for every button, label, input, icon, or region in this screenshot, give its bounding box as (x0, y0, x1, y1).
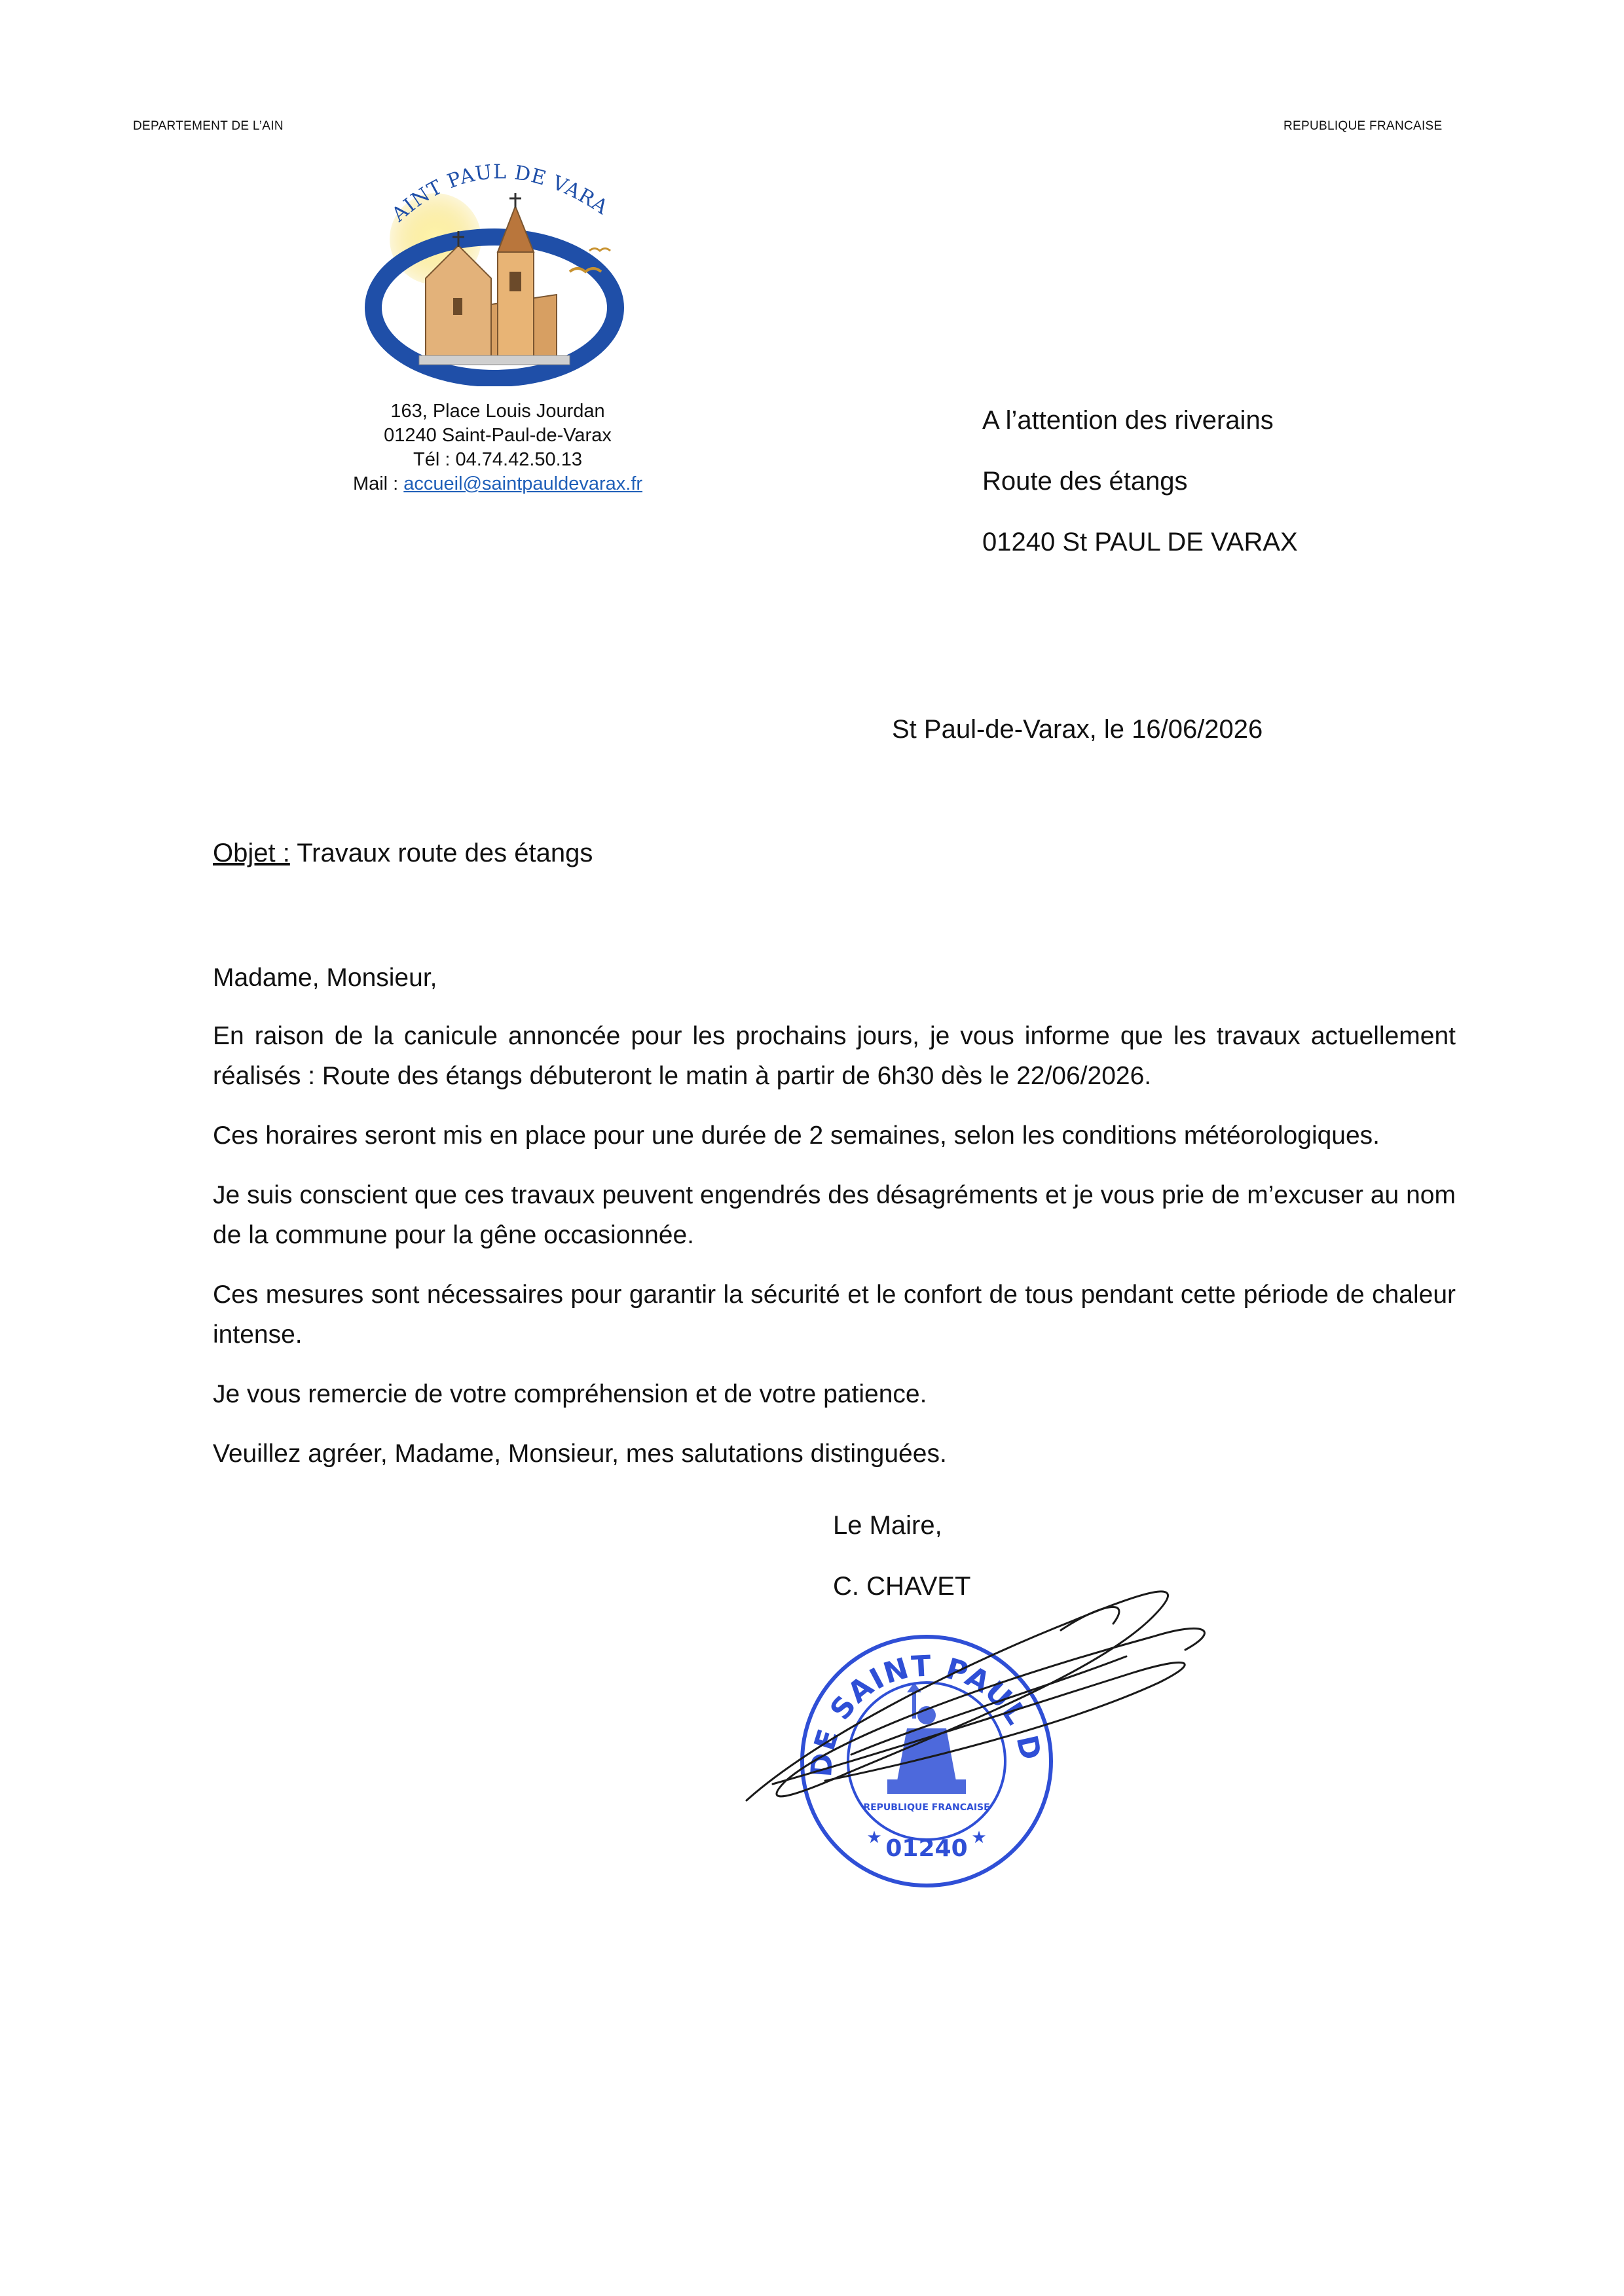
svg-text:SAINT PAUL DE VARAX (341, 147, 612, 227)
object-text: Travaux route des étangs (289, 839, 593, 867)
object-label: Objet : (213, 839, 290, 867)
paragraph-4: Ces mesures sont nécessaires pour garantir la sécurité et le confort de tous pendant cette période de chaleur intense. (213, 1281, 1456, 1349)
signature-name: C. CHAVET (833, 1572, 971, 1601)
paragraph-6: Veuillez agréer, Madame, Monsieur, mes salutations distinguées. (213, 1440, 947, 1468)
municipality-logo (341, 147, 642, 386)
svg-text:★: ★ (971, 1827, 987, 1847)
paragraph-5: Je vous remercie de votre compréhension et de votre patience. (213, 1380, 927, 1408)
header-right: REPUBLIQUE FRANCAISE (1283, 119, 1443, 133)
paragraph-1: En raison de la canicule annoncée pour les prochains jours, je vous informe que les travaux actuellement réalisés : Route des étangs débuteront le matin à partir de 6h30 dès le 22/06/2026. (213, 1022, 1456, 1090)
sender-mail-label: Mail : (352, 473, 404, 494)
stamp-postcode: 01240 (885, 1835, 968, 1862)
logo-arc-text: AINT PAUL DE VARA (387, 160, 613, 227)
salutation: Madame, Monsieur, (213, 964, 437, 992)
date-line: St Paul-de-Varax, le 16/06/2026 (892, 715, 1263, 744)
letter-body (213, 958, 1456, 1493)
sender-phone: Tél : 04.74.42.50.13 (413, 449, 582, 470)
recipient-line1: A l’attention des riverains (982, 406, 1274, 435)
sender-mail (321, 472, 674, 496)
paragraph-3: Je suis conscient que ces travaux peuvent engendrés des désagréments et je vous prie de m’excuser au nom de la commune pour la gêne occasionnée. (213, 1181, 1456, 1249)
sender-address-line2: 01240 Saint-Paul-de-Varax (384, 425, 612, 446)
sender-address-line1: 163, Place Louis Jourdan (390, 401, 605, 422)
handwritten-signature (733, 1558, 1231, 1833)
recipient-line3: 01240 St PAUL DE VARAX (982, 528, 1298, 556)
signature-title: Le Maire, (833, 1511, 942, 1540)
object-line (213, 840, 593, 866)
stamp-arc-text: DE SAINT PAUL D (805, 1649, 1048, 1778)
recipient-line2: Route des étangs (982, 467, 1188, 496)
stamp-inner-text: REPUBLIQUE FRANCAISE (863, 1802, 990, 1813)
paragraph-2: Ces horaires seront mis en place pour une durée de 2 semaines, selon les conditions météorologiques. (213, 1121, 1380, 1150)
svg-text:★: ★ (866, 1827, 882, 1847)
sender-mail-link[interactable]: accueil@saintpauldevarax.fr (403, 473, 643, 494)
header-left: DEPARTEMENT DE L’AIN (133, 119, 284, 133)
sender-block (321, 399, 674, 496)
